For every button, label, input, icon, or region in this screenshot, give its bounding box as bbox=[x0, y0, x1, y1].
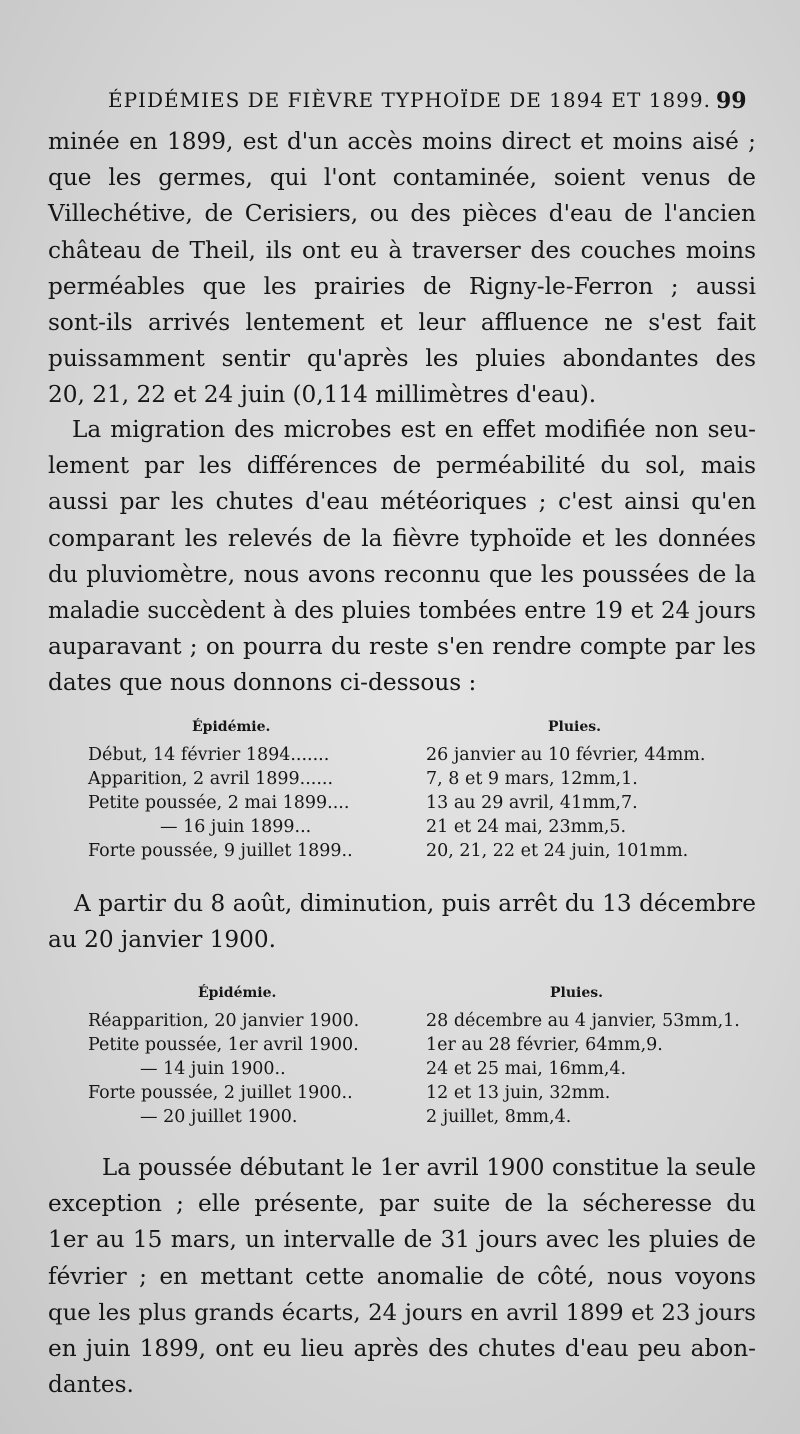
cell-epidemie: Petite poussée, 2 mai 1899.... bbox=[88, 793, 350, 813]
table-row bbox=[0, 1010, 800, 1033]
paragraph-1 bbox=[48, 124, 756, 414]
text-line: du pluviomètre, nous avons reconnu que les poussées de la bbox=[48, 560, 756, 588]
cell-epidemie: Réapparition, 20 janvier 1900. bbox=[88, 1011, 360, 1031]
text-line: comparant les relevés de la fièvre typhoïde et les données bbox=[48, 524, 756, 552]
running-head: ÉPIDÉMIES DE FIÈVRE TYPHOÏDE DE 1894 ET 1899. bbox=[108, 88, 711, 112]
text-line: perméables que les prairies de Rigny-le-Ferron ; aussi bbox=[48, 272, 756, 300]
cell-pluies: 2 juillet, 8mm,4. bbox=[426, 1107, 572, 1127]
text-line: au 20 janvier 1900. bbox=[48, 926, 277, 954]
cell-pluies: 20, 21, 22 et 24 juin, 101mm. bbox=[426, 841, 689, 861]
text-line: La migration des microbes est en effet modifiée non seu- bbox=[72, 416, 756, 443]
cell-pluies: 28 décembre au 4 janvier, 53mm,1. bbox=[426, 1011, 740, 1031]
text-line: minée en 1899, est d'un accès moins direct et moins aisé ; bbox=[48, 128, 756, 155]
table-row bbox=[0, 1106, 800, 1129]
text-line: 20, 21, 22 et 24 juin (0,114 millimètres d'eau). bbox=[48, 381, 597, 409]
text-line: maladie succèdent à des pluies tombées entre 19 et 24 jours bbox=[48, 597, 756, 624]
page-header bbox=[0, 88, 800, 118]
cell-pluies: 1er au 28 février, 64mm,9. bbox=[426, 1035, 663, 1055]
text-line: lement par les différences de perméabilité du sol, mais bbox=[48, 452, 756, 480]
text-line: que les plus grands écarts, 24 jours en avril 1899 et 23 jours bbox=[48, 1299, 756, 1326]
cell-epidemie: Apparition, 2 avril 1899...... bbox=[88, 769, 334, 789]
cell-pluies: 7, 8 et 9 mars, 12mm,1. bbox=[426, 769, 638, 789]
text-line: château de Theil, ils ont eu à traverser des couches moins bbox=[48, 236, 756, 264]
text-line: auparavant ; on pourra du reste s'en rendre compte par les bbox=[48, 633, 756, 661]
text-line: février ; en mettant cette anomalie de côté, nous voyons bbox=[48, 1262, 756, 1290]
text-line: que les germes, qui l'ont contaminée, soient venus de bbox=[48, 164, 756, 192]
column-header-epidemie: Épidémie. bbox=[192, 719, 271, 735]
table-row bbox=[0, 744, 800, 767]
cell-epidemie: — 20 juillet 1900. bbox=[140, 1107, 298, 1127]
paragraph-3 bbox=[48, 886, 756, 958]
paragraph-4 bbox=[48, 1150, 756, 1403]
cell-epidemie: — 16 juin 1899... bbox=[160, 817, 312, 837]
text-line: dantes. bbox=[48, 1371, 134, 1399]
text-line: en juin 1899, ont eu lieu après des chutes d'eau peu abon- bbox=[48, 1334, 756, 1362]
text-line: sont-ils arrivés lentement et leur affluence ne s'est fait bbox=[48, 308, 756, 336]
table-row bbox=[0, 768, 800, 791]
cell-epidemie: Forte poussée, 2 juillet 1900.. bbox=[88, 1083, 353, 1103]
table-row bbox=[0, 816, 800, 839]
text-line: Villechétive, de Cerisiers, ou des pièces d'eau de l'ancien bbox=[48, 200, 756, 228]
table-row bbox=[0, 840, 800, 863]
cell-epidemie: Forte poussée, 9 juillet 1899.. bbox=[88, 841, 353, 861]
text-line: La poussée débutant le 1er avril 1900 constitue la seule bbox=[102, 1155, 756, 1181]
text-line: exception ; elle présente, par suite de la sécheresse du bbox=[48, 1190, 756, 1218]
cell-epidemie: — 14 juin 1900.. bbox=[140, 1059, 286, 1079]
text-line: 1er au 15 mars, un intervalle de 31 jours avec les pluies de bbox=[48, 1226, 756, 1254]
text-line: A partir du 8 août, diminution, puis arrêt du 13 décembre bbox=[74, 890, 756, 917]
cell-pluies: 21 et 24 mai, 23mm,5. bbox=[426, 817, 627, 837]
text-line: dates que nous donnons ci-dessous : bbox=[48, 669, 477, 697]
cell-epidemie: Petite poussée, 1er avril 1900. bbox=[88, 1035, 359, 1055]
cell-pluies: 13 au 29 avril, 41mm,7. bbox=[426, 793, 638, 813]
table-row bbox=[0, 792, 800, 815]
column-header-pluies: Pluies. bbox=[550, 985, 604, 1001]
paragraph-2 bbox=[48, 412, 756, 702]
page-number: 99 bbox=[716, 88, 747, 114]
cell-pluies: 12 et 13 juin, 32mm. bbox=[426, 1083, 611, 1103]
table-row bbox=[0, 1082, 800, 1105]
text-line: puissamment sentir qu'après les pluies abondantes des bbox=[48, 345, 756, 373]
cell-pluies: 26 janvier au 10 février, 44mm. bbox=[426, 745, 706, 765]
text-line: aussi par les chutes d'eau météoriques ; c'est ainsi qu'en bbox=[48, 488, 756, 516]
column-header-pluies: Pluies. bbox=[548, 719, 602, 735]
cell-pluies: 24 et 25 mai, 16mm,4. bbox=[426, 1059, 627, 1079]
table-row bbox=[0, 1058, 800, 1081]
table-row bbox=[0, 1034, 800, 1057]
column-header-epidemie: Épidémie. bbox=[198, 985, 277, 1001]
cell-epidemie: Début, 14 février 1894....... bbox=[88, 745, 330, 765]
